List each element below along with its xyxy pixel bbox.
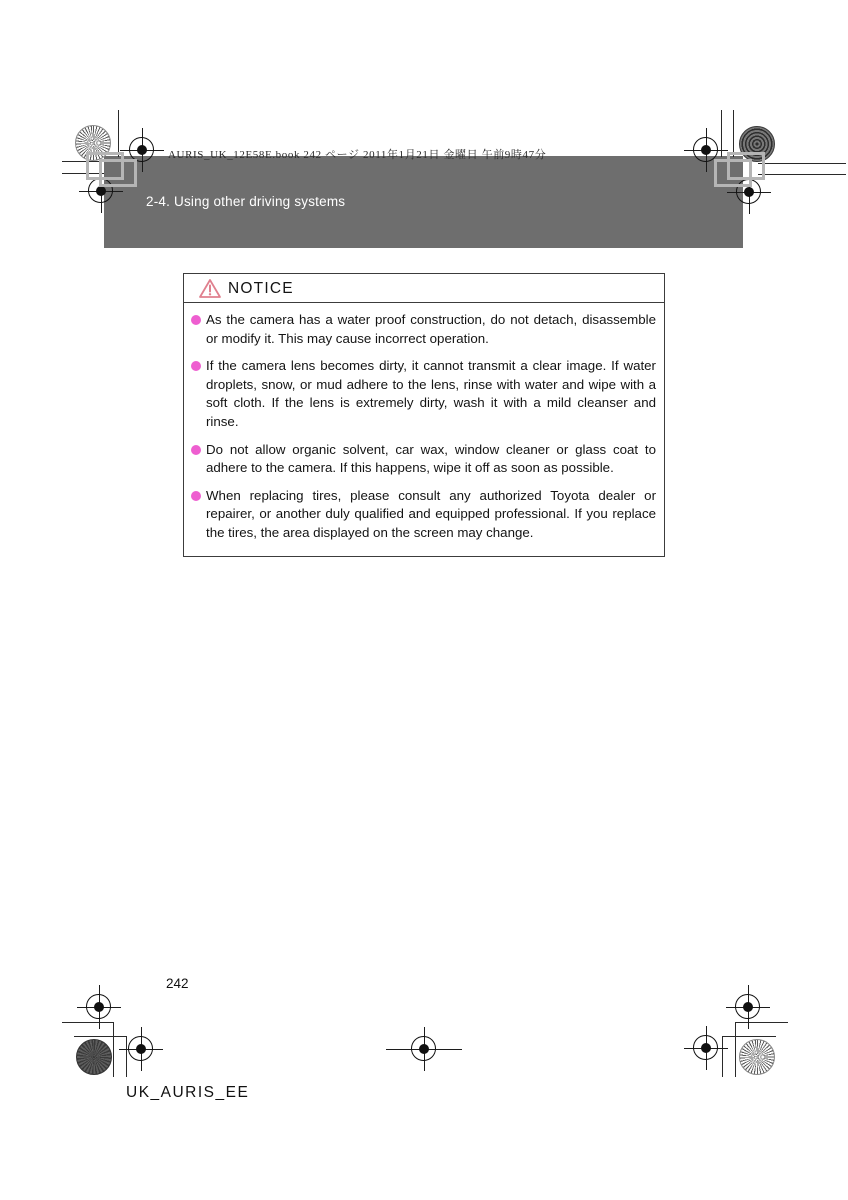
notice-item [190,311,656,348]
notice-box [183,273,665,557]
document-code: UK_AURIS_EE [126,1084,250,1101]
registration-mark-icon [684,1026,728,1070]
bullet-icon [191,361,201,371]
registration-mark-icon [77,985,121,1029]
notice-item-text: When replacing tires, please consult any authorized Toyota dealer or repairer, or another duly qualified and equipped professional. If you replace the tires, the area displayed on the screen may change. [206,487,656,540]
registration-mark-icon [726,985,770,1029]
fold-bracket-mark [714,159,752,187]
registration-mark-icon [119,1027,163,1071]
fold-bracket-mark [99,159,137,187]
crop-mark [758,174,846,175]
notice-item [190,441,656,478]
bullet-icon [191,315,201,325]
page-number: 242 [166,976,189,991]
bullet-icon [191,491,201,501]
print-job-header: AURIS_UK_12E58E.book 242 ページ 2011年1月21日 金曜日 午前9時47分 [168,149,547,161]
warning-triangle-icon [198,278,222,299]
section-header-band [104,156,743,248]
notice-header [184,274,664,303]
crop-mark [758,163,846,164]
bullet-icon [191,445,201,455]
print-target-icon [739,1039,775,1075]
notice-list [184,303,664,556]
registration-mark-icon [386,1027,462,1071]
crop-mark [113,1022,114,1077]
crop-mark [722,1036,776,1037]
notice-item [190,487,656,543]
crop-mark [735,1022,736,1077]
notice-item-text: As the camera has a water proof construction, do not detach, disassemble or modify it. This may cause incorrect operation. [206,312,656,346]
crop-mark [733,110,734,157]
print-target-icon [76,1039,112,1075]
section-title: 2-4. Using other driving systems [146,194,346,209]
notice-item-text: If the camera lens becomes dirty, it cannot transmit a clear image. If water droplets, snow, or mud adhere to the lens, rinse with water and wipe with a soft cloth. If the lens is extremely dirty, wash it with a mild cleanser and rinse. [206,358,656,429]
notice-title: NOTICE [228,279,294,297]
crop-mark [118,110,119,157]
notice-item [190,357,656,431]
notice-item-text: Do not allow organic solvent, car wax, window cleaner or glass coat to adhere to the camera. If this happens, wipe it off as soon as possible. [206,441,656,476]
